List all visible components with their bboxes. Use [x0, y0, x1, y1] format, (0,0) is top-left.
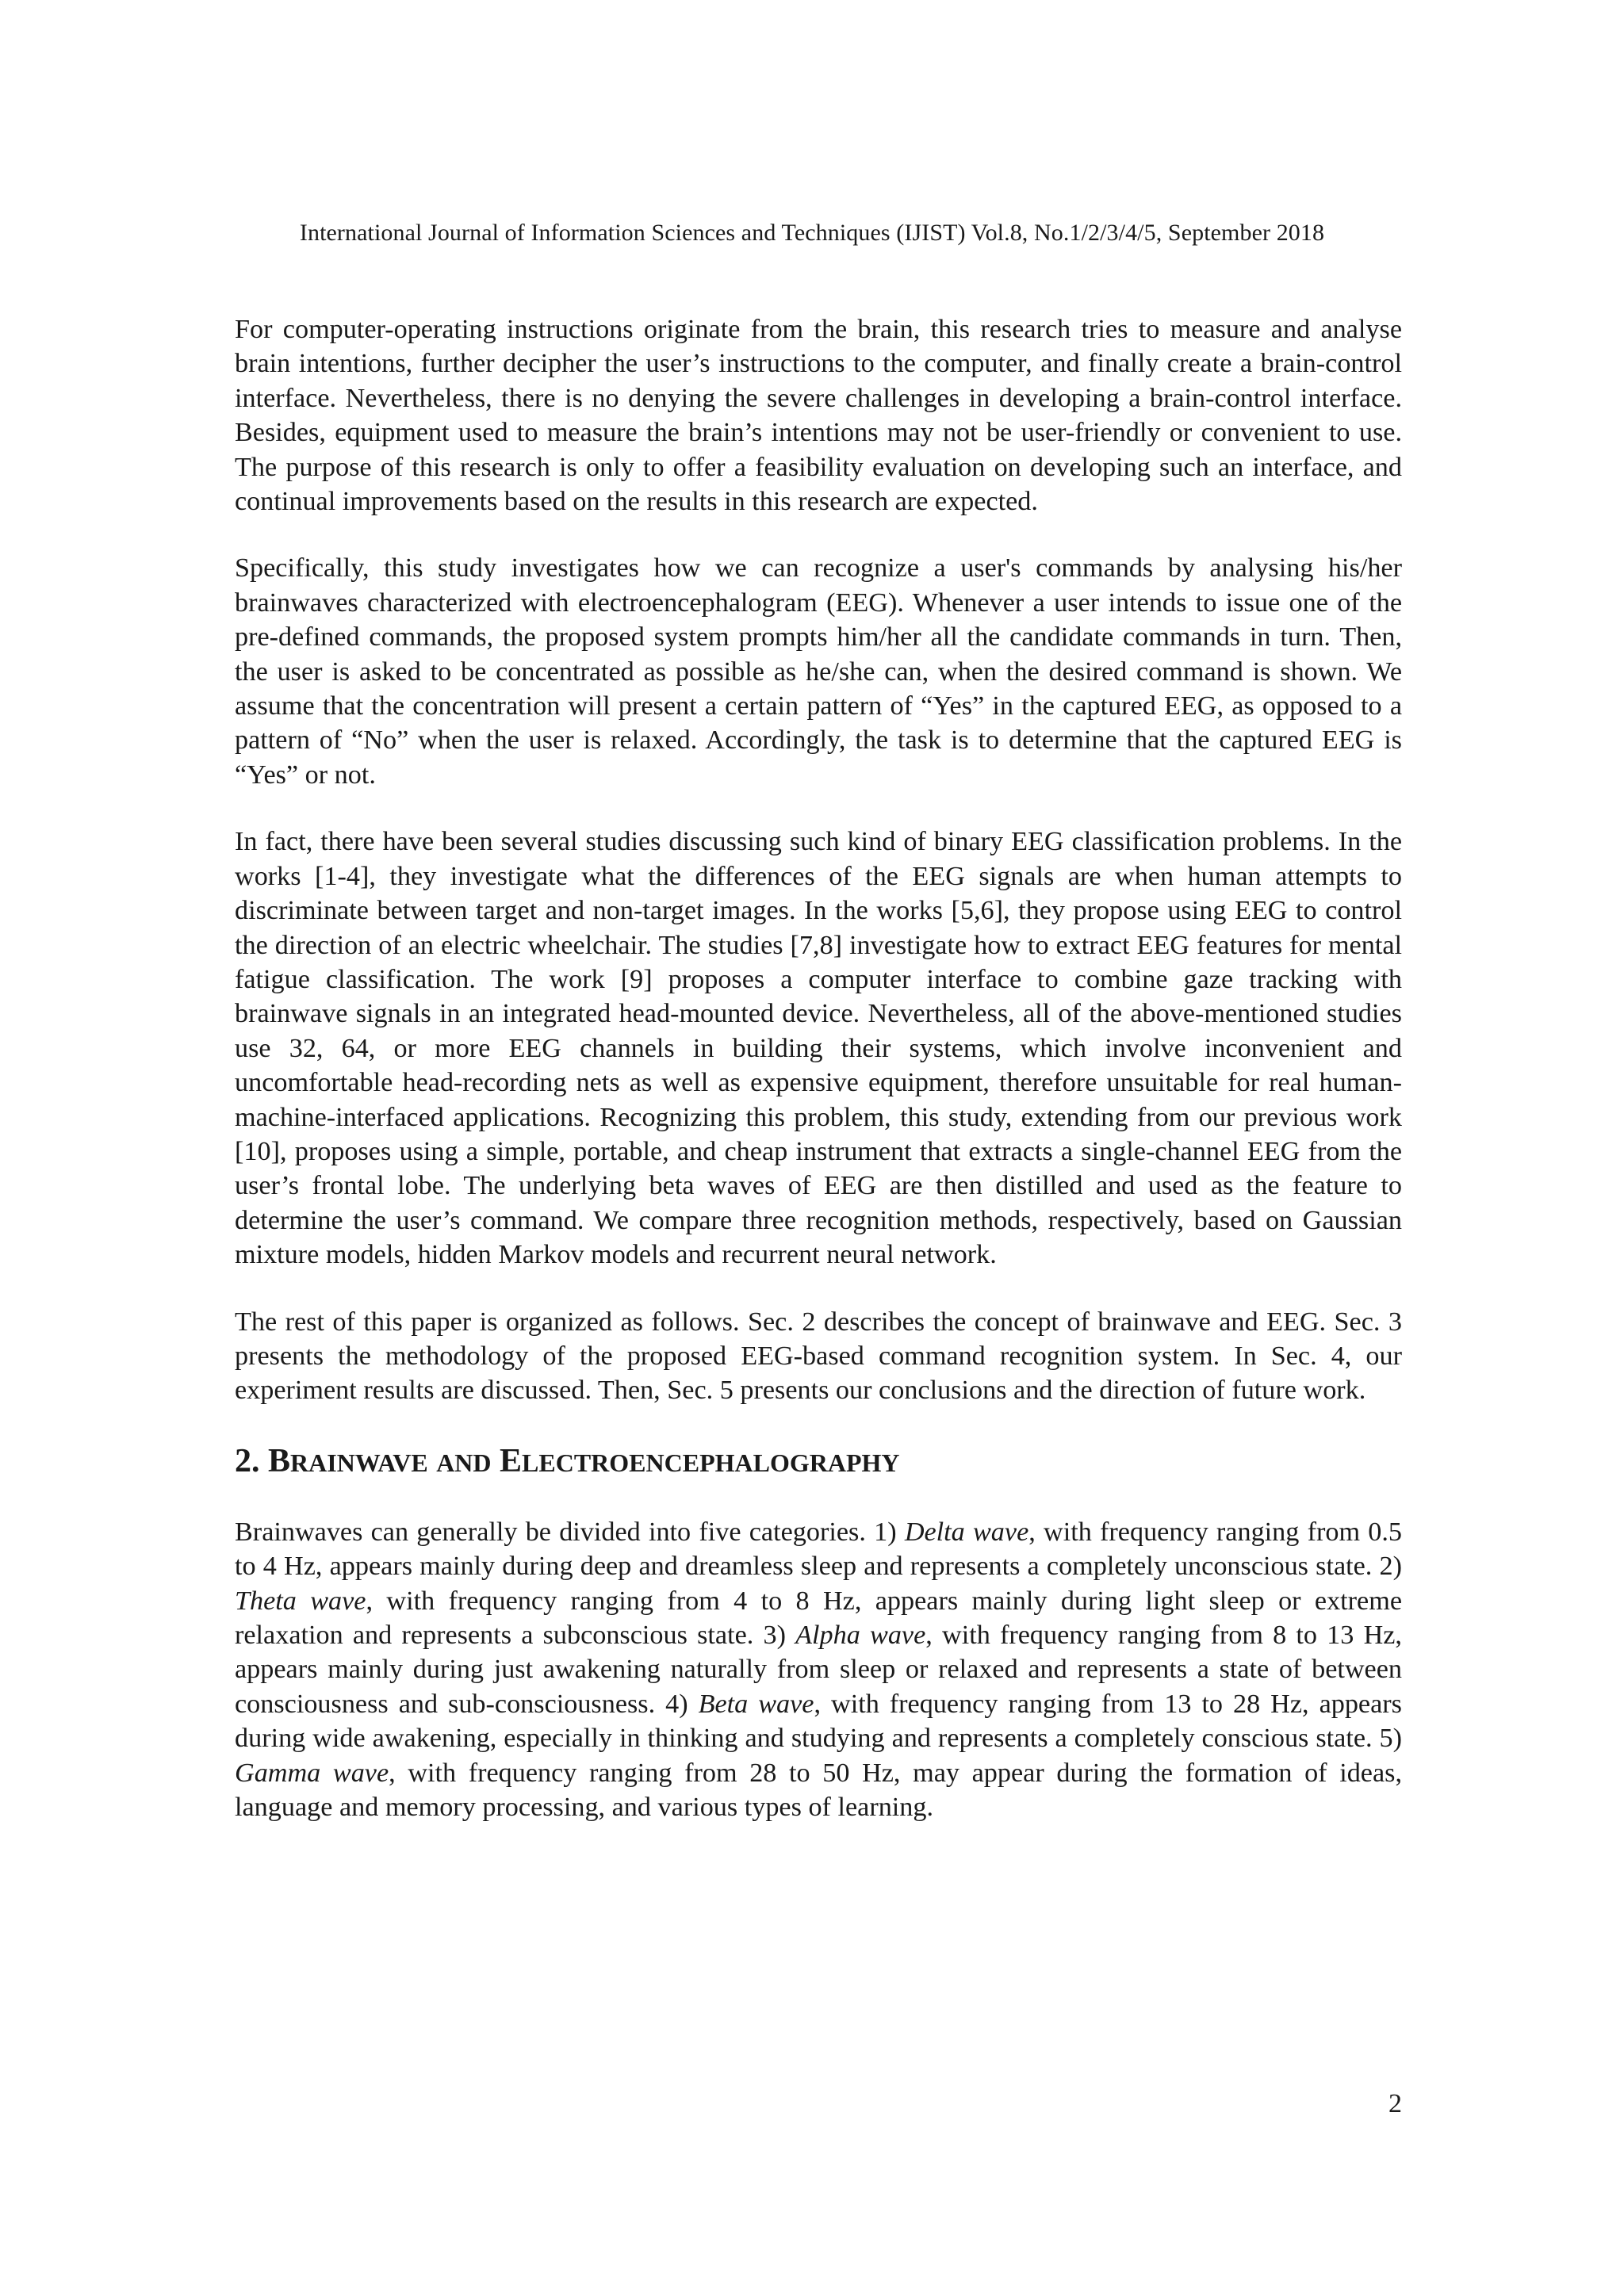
section-title-connector: AND	[436, 1448, 492, 1477]
brainwave-text-5: , with frequency ranging from 13 to 28 Hz, appears during wide awakening, especially in thinking and studying and represents a completely conscious state. 5)	[235, 1689, 1402, 1754]
paragraph-paper-organization: The rest of this paper is organized as follows. Sec. 2 describes the concept of brainwave and EEG. Sec. 3 presents the methodology of the proposed EEG-based command recognition system. In Sec. 4, our experiment results are discussed. Then, Sec. 5 presents our conclusions and the direction of future work.	[235, 1307, 1402, 1406]
running-header: International Journal of Information Sciences and Techniques (IJIST) Vol.8, No.1/2/3/4/5, September 2018	[299, 220, 1325, 246]
paragraph-study-overview: Specifically, this study investigates how we can recognize a user's commands by analysing his/her brainwaves characterized with electroencephalogram (EEG). Whenever a user intends to issue one of the pre-defined commands, the proposed system prompts him/her all the candidate commands in turn. Then, the user is asked to be concentrated as possible as he/she can, when the desired command is shown. We assume that the concentration will present a certain pattern of “Yes” in the captured EEG, as opposed to a pattern of “No” when the user is relaxed. Accordingly, the task is to determine that the captured EEG is “Yes” or not.	[235, 553, 1402, 790]
brainwave-text-6: , with frequency ranging from 28 to 50 Hz, may appear during the formation of ideas, language and memory processing, and various types of learning.	[235, 1758, 1402, 1823]
section-title-rest-2: LECTROENCEPHALOGRAPHY	[522, 1448, 900, 1477]
section-heading	[235, 1441, 1402, 1483]
brainwave-text-3: , with frequency ranging from 4 to 8 Hz, appears mainly during light sleep or extreme relaxation and represents a subconscious state. 3)	[235, 1586, 1402, 1650]
term-theta-wave: Theta wave	[235, 1586, 366, 1616]
section-title-rest-1: RAINWAVE	[290, 1448, 428, 1477]
term-alpha-wave: Alpha wave	[795, 1621, 926, 1650]
paragraph-related-work: In fact, there have been several studies discussing such kind of binary EEG classification problems. In the works [1-4], they investigate what the differences of the EEG signals are when human attempts to discriminate between target and non-target images. In the works [5,6], they propose using EEG to control the direction of an electric wheelchair. The studies [7,8] investigate how to extract EEG features for mental fatigue classification. The work [9] proposes a computer interface to combine gaze tracking with brainwave signals in an integrated head-mounted device. Nevertheless, all of the above-mentioned studies use 32, 64, or more EEG channels in building their systems, which involve inconvenient and uncomfortable head-recording nets as well as expensive equipment, therefore unsuitable for real human-machine-interfaced applications. Recognizing this problem, this study, extending from our previous work [10], proposes using a simple, portable, and cheap instrument that extracts a single-channel EEG from the user’s frontal lobe. The underlying beta waves of EEG are then distilled and used as the feature to determine the user’s command. We compare three recognition methods, respectively, based on Gaussian mixture models, hidden Markov models and recurrent neural network.	[235, 827, 1402, 1270]
page-body	[235, 312, 1402, 1857]
brainwave-text-2: , with frequency ranging from 0.5 to 4 Hz, appears mainly during deep and dreamless sleep and represents a completely unconscious state. 2)	[235, 1517, 1403, 1582]
page-number: 2	[1388, 2089, 1402, 2118]
term-delta-wave: Delta wave	[904, 1517, 1029, 1547]
term-gamma-wave: Gamma wave	[235, 1758, 389, 1788]
paragraph-brainwave-categories	[235, 1515, 1402, 1825]
section-title-initial-2: E	[500, 1442, 523, 1479]
paragraph-intro-motivation: For computer-operating instructions originate from the brain, this research tries to measure and analyse brain intentions, further decipher the user’s instructions to the computer, and finally create a brain-control interface. Nevertheless, there is no denying the severe challenges in developing a brain-control interface. Besides, equipment used to measure the brain’s intentions may not be user-friendly or convenient to use. The purpose of this research is only to offer a feasibility evaluation on developing such an interface, and continual improvements based on the results in this research are expected.	[235, 315, 1402, 517]
section-title-initial-1: B	[268, 1442, 291, 1479]
section-number: 2.	[235, 1442, 260, 1479]
brainwave-text-4: , with frequency ranging from 8 to 13 Hz, appears mainly during just awakening naturally from sleep or relaxed and represents a state of between consciousness and sub-consciousness. 4)	[235, 1621, 1402, 1719]
brainwave-text-1: Brainwaves can generally be divided into five categories. 1)	[235, 1517, 905, 1547]
term-beta-wave: Beta wave	[698, 1689, 814, 1719]
